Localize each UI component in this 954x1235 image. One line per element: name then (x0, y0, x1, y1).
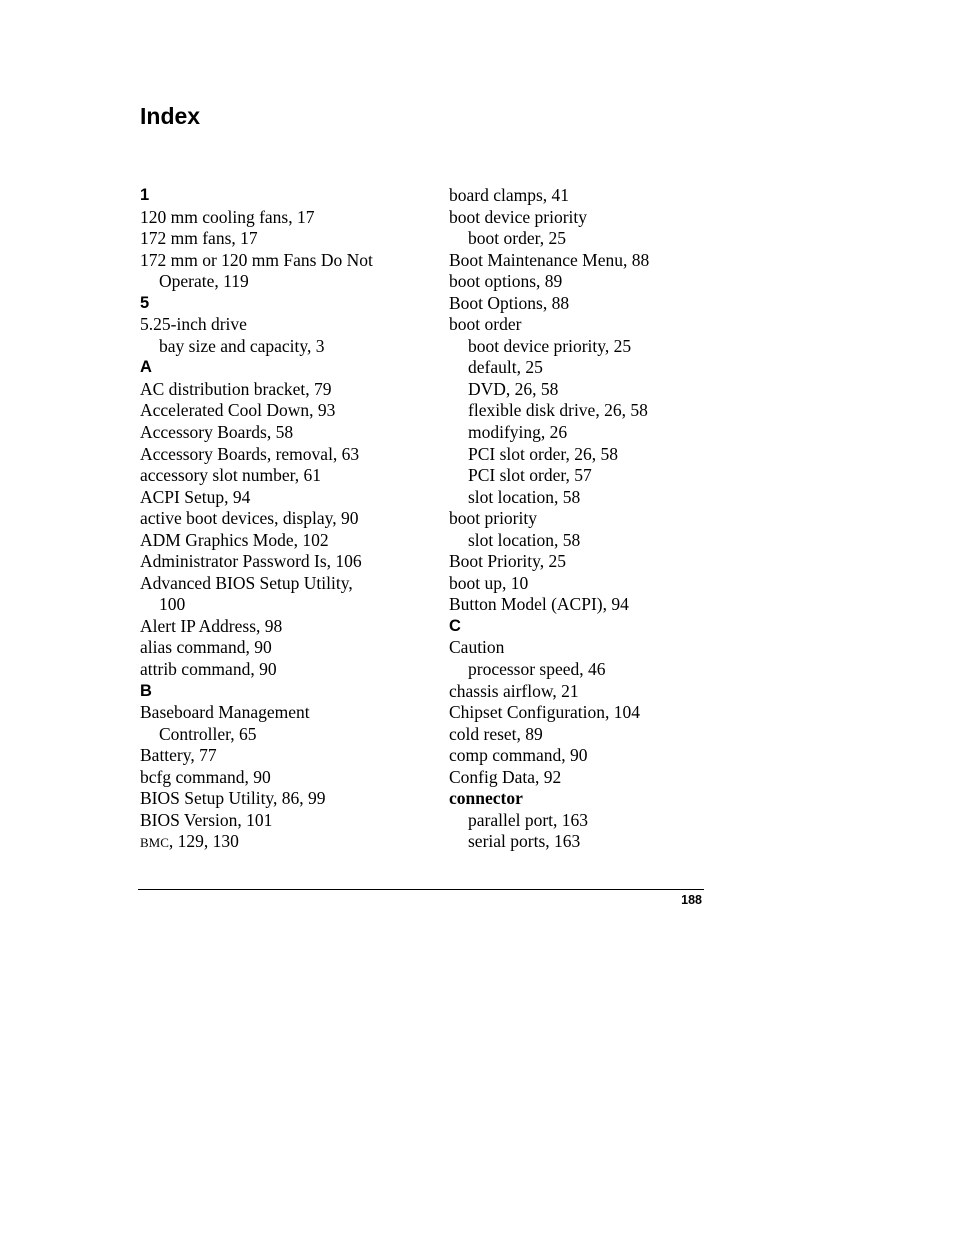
index-entry: Alert IP Address, 98 (140, 615, 283, 636)
index-subentry: slot location, 58 (468, 529, 581, 550)
index-entry: Baseboard Management (140, 702, 310, 723)
index-entry: Boot Options, 88 (449, 292, 570, 313)
index-entry: 172 mm fans, 17 (140, 228, 258, 249)
index-column-right (449, 185, 709, 853)
index-entry: boot order (449, 314, 522, 335)
index-subentry: bay size and capacity, 3 (159, 335, 325, 356)
index-letter-heading: B (140, 681, 152, 700)
index-entry: Accessory Boards, 58 (140, 422, 294, 443)
index-entry: 5.25-inch drive (140, 314, 247, 335)
index-subentry: Controller, 65 (159, 723, 257, 744)
index-subentry: default, 25 (468, 357, 543, 378)
index-subentry: PCI slot order, 57 (468, 465, 592, 486)
index-subentry: 100 (159, 594, 186, 615)
index-entry: alias command, 90 (140, 637, 272, 658)
index-entry: Battery, 77 (140, 745, 217, 766)
index-entry: boot priority (449, 508, 537, 529)
index-entry: Accelerated Cool Down, 93 (140, 400, 336, 421)
index-column-left (140, 185, 425, 853)
index-entry: chassis airflow, 21 (449, 680, 579, 701)
index-entry: Boot Priority, 25 (449, 551, 566, 572)
index-subentry: parallel port, 163 (468, 809, 589, 830)
index-subentry: flexible disk drive, 26, 58 (468, 400, 648, 421)
index-entry: bcfg command, 90 (140, 766, 271, 787)
index-entry: Advanced BIOS Setup Utility, (140, 572, 353, 593)
index-entry: active boot devices, display, 90 (140, 508, 359, 529)
index-subentry: boot order, 25 (468, 228, 566, 249)
index-entry: Administrator Password Is, 106 (140, 551, 362, 572)
index-entry: cold reset, 89 (449, 723, 543, 744)
index-entry: accessory slot number, 61 (140, 465, 322, 486)
index-entry: connector (449, 788, 523, 809)
index-subentry: boot device priority, 25 (468, 335, 632, 356)
index-entry: Config Data, 92 (449, 766, 562, 787)
index-entry: boot up, 10 (449, 572, 529, 593)
footer-rule (138, 889, 704, 890)
index-entry: Accessory Boards, removal, 63 (140, 443, 360, 464)
index-subentry: Operate, 119 (159, 271, 249, 292)
index-subentry: PCI slot order, 26, 58 (468, 443, 618, 464)
index-subentry: modifying, 26 (468, 422, 568, 443)
index-subentry: processor speed, 46 (468, 659, 606, 680)
index-entry: Caution (449, 637, 505, 658)
index-entry: attrib command, 90 (140, 659, 277, 680)
index-entry: ADM Graphics Mode, 102 (140, 529, 329, 550)
index-entry: BIOS Setup Utility, 86, 99 (140, 788, 326, 809)
index-subentry: serial ports, 163 (468, 831, 581, 852)
index-letter-heading: A (140, 358, 152, 377)
page-title: Index (140, 103, 201, 129)
index-entry: boot options, 89 (449, 271, 563, 292)
index-entry: ACPI Setup, 94 (140, 486, 251, 507)
index-entry: AC distribution bracket, 79 (140, 378, 332, 399)
index-entry: Button Model (ACPI), 94 (449, 594, 629, 615)
index-letter-heading: C (449, 616, 461, 635)
index-subentry: slot location, 58 (468, 486, 581, 507)
index-entry-pages: , 129, 130 (168, 831, 239, 852)
page-number: 188 (681, 893, 702, 907)
index-entry: 120 mm cooling fans, 17 (140, 206, 315, 227)
index-entry: boot device priority (449, 206, 588, 227)
index-entry: Boot Maintenance Menu, 88 (449, 249, 650, 270)
index-letter-heading: 1 (140, 186, 150, 204)
index-entry (140, 831, 425, 853)
index-entry-term: BMC (140, 835, 169, 851)
index-entry: comp command, 90 (449, 745, 588, 766)
index-subentry: DVD, 26, 58 (468, 378, 559, 399)
index-letter-heading: 5 (140, 293, 150, 312)
index-entry: Chipset Configuration, 104 (449, 702, 641, 723)
index-entry: BIOS Version, 101 (140, 809, 273, 830)
index-entry: 172 mm or 120 mm Fans Do Not (140, 249, 373, 270)
index-entry: board clamps, 41 (449, 185, 570, 205)
